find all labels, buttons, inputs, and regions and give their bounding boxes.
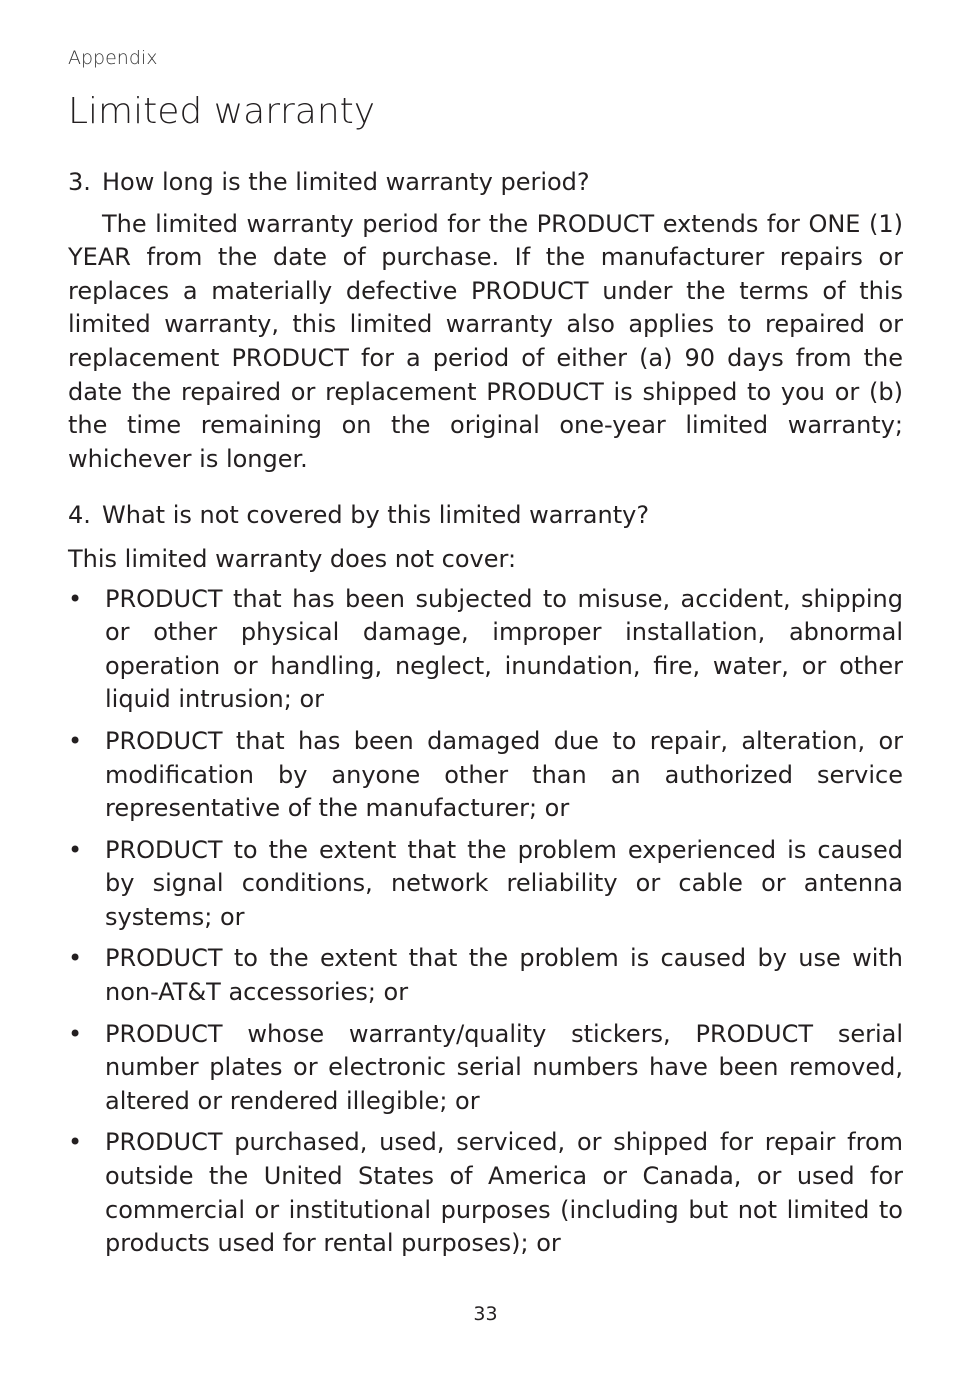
exclusions-intro: This limited warranty does not cover: <box>68 544 517 573</box>
question-heading <box>68 166 903 200</box>
bullet-icon: • <box>68 1128 83 1157</box>
bullet-icon: • <box>68 584 83 613</box>
list-item <box>68 942 903 1009</box>
question-text: How long is the limited warranty period? <box>102 168 590 196</box>
page-number: 33 <box>473 1303 498 1325</box>
question-number: 3. <box>68 168 91 196</box>
list-item <box>68 1018 903 1119</box>
list-item-text: PRODUCT whose warranty/quality stickers, PRODUCT serial number plates or electronic serial numbers have been removed, altered or rendered illegible; or <box>105 1019 903 1115</box>
list-item <box>68 1126 903 1260</box>
list-item-text: PRODUCT to the extent that the problem is caused by use with non-AT&T accessories; or <box>105 944 903 1007</box>
list-item-text: PRODUCT purchased, used, serviced, or shipped for repair from outside the United States of America or Canada, or used for commercial or institutional purposes (including but not limited to products used for rental purposes); or <box>105 1128 903 1258</box>
bullet-icon: • <box>68 944 83 973</box>
question-heading <box>68 499 903 533</box>
list-item <box>68 583 903 717</box>
exclusions-list <box>68 583 903 1261</box>
question-text: What is not covered by this limited warranty? <box>102 501 650 530</box>
answer-paragraph: The limited warranty period for the PRODUCT extends for ONE (1) YEAR from the date of purchase. If the manufacturer repairs or replaces a materially defective PRODUCT under the terms of this limited warranty, this limited warranty also applies to repaired or replacement PRODUCT for a period of either (a) 90 days from the date the repaired or replacement PRODUCT is shipped to you or (b) the time remaining on the original one-year limited warranty; whichever is longer. <box>68 209 903 473</box>
list-item-text: PRODUCT that has been subjected to misuse, accident, shipping or other physical damage, improper installation, abnormal operation or handling, neglect, inundation, fire, water, or other liquid intrusion; or <box>105 584 903 714</box>
list-item <box>68 834 903 935</box>
question-number: 4. <box>68 501 91 530</box>
list-item-text: PRODUCT to the extent that the problem experienced is caused by signal conditions, network reliability or cable or antenna systems; or <box>105 835 903 931</box>
bullet-icon: • <box>68 726 83 755</box>
bullet-icon: • <box>68 835 83 864</box>
list-item-text: PRODUCT that has been damaged due to repair, alteration, or modification by anyone other than an authorized service representative of the manufacturer; or <box>105 726 903 823</box>
page-title: Limited warranty <box>68 91 376 132</box>
list-item <box>68 725 903 826</box>
section-label: Appendix <box>68 47 158 69</box>
page-content <box>68 166 903 1269</box>
bullet-icon: • <box>68 1019 83 1048</box>
